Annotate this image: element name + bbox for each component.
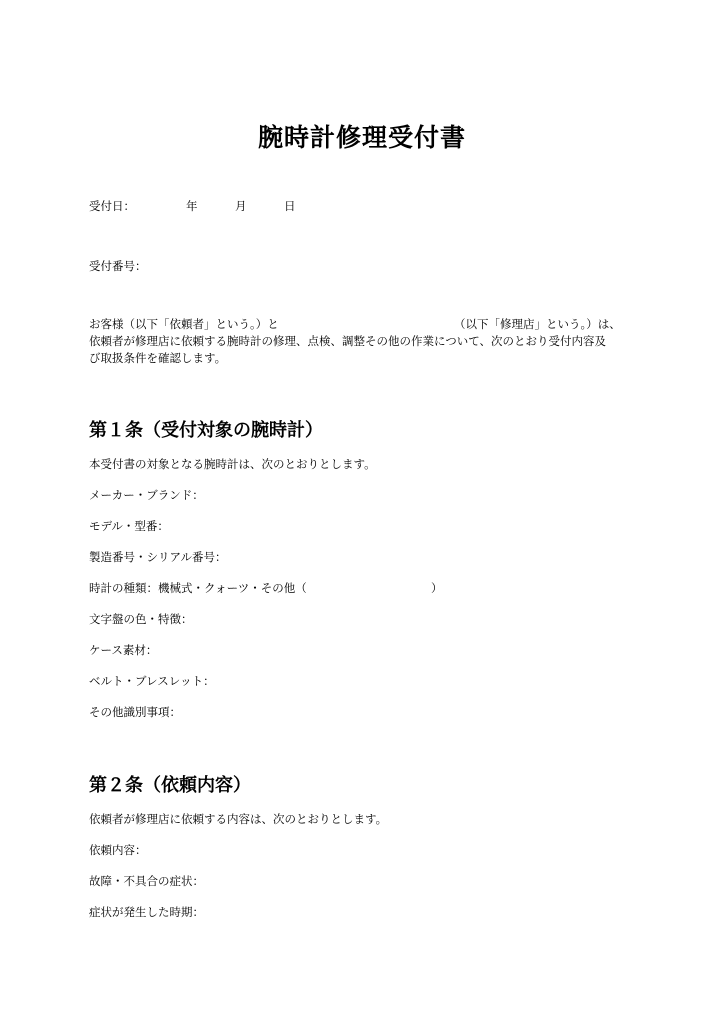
article-1-lead: 本受付書の対象となる腕時計は、次のとおりとします。 [89,457,376,471]
field-symptom-onset: 症状が発生した時期： [89,905,204,919]
field-model-number: モデル・型番： [89,519,169,533]
field-case-material: ケース素材： [89,643,158,657]
field-watch-type: 時計の種類：機械式・クォーツ・その他（ [89,581,307,595]
intro-line-1a: お客様（以下「依頼者」という。）と [89,317,279,331]
field-serial-number: 製造番号・シリアル番号： [89,550,227,564]
field-request-content: 依頼内容： [89,843,147,857]
field-dial-color: 文字盤の色・特徴： [89,612,193,626]
reception-date-label: 受付日： [89,199,135,213]
field-other-identifiers: その他識別事項： [89,705,181,719]
intro-line-3: び取扱条件を確認します。 [89,351,227,365]
reception-date-year: 年 [186,199,198,213]
page-title: 腕時計修理受付書 [257,123,466,152]
field-watch-type-close: ） [431,581,443,595]
intro-line-2: 依頼者が修理店に依頼する腕時計の修理、点検、調整その他の作業について、次のとおり受付内容及 [89,334,607,348]
field-maker-brand: メーカー・ブランド： [89,488,204,502]
field-fault-symptoms: 故障・不具合の症状： [89,874,204,888]
article-1-heading: 第１条（受付対象の腕時計） [89,420,323,441]
reception-number-label: 受付番号： [89,259,147,273]
field-belt-bracelet: ベルト・ブレスレット： [89,674,215,688]
intro-line-1b: （以下「修理店」という。）は、 [454,317,621,331]
article-2-lead: 依頼者が修理店に依頼する内容は、次のとおりとします。 [89,812,388,826]
reception-date-month: 月 [235,199,247,213]
reception-date-day: 日 [284,199,296,213]
article-2-heading: 第２条（依頼内容） [89,775,251,796]
